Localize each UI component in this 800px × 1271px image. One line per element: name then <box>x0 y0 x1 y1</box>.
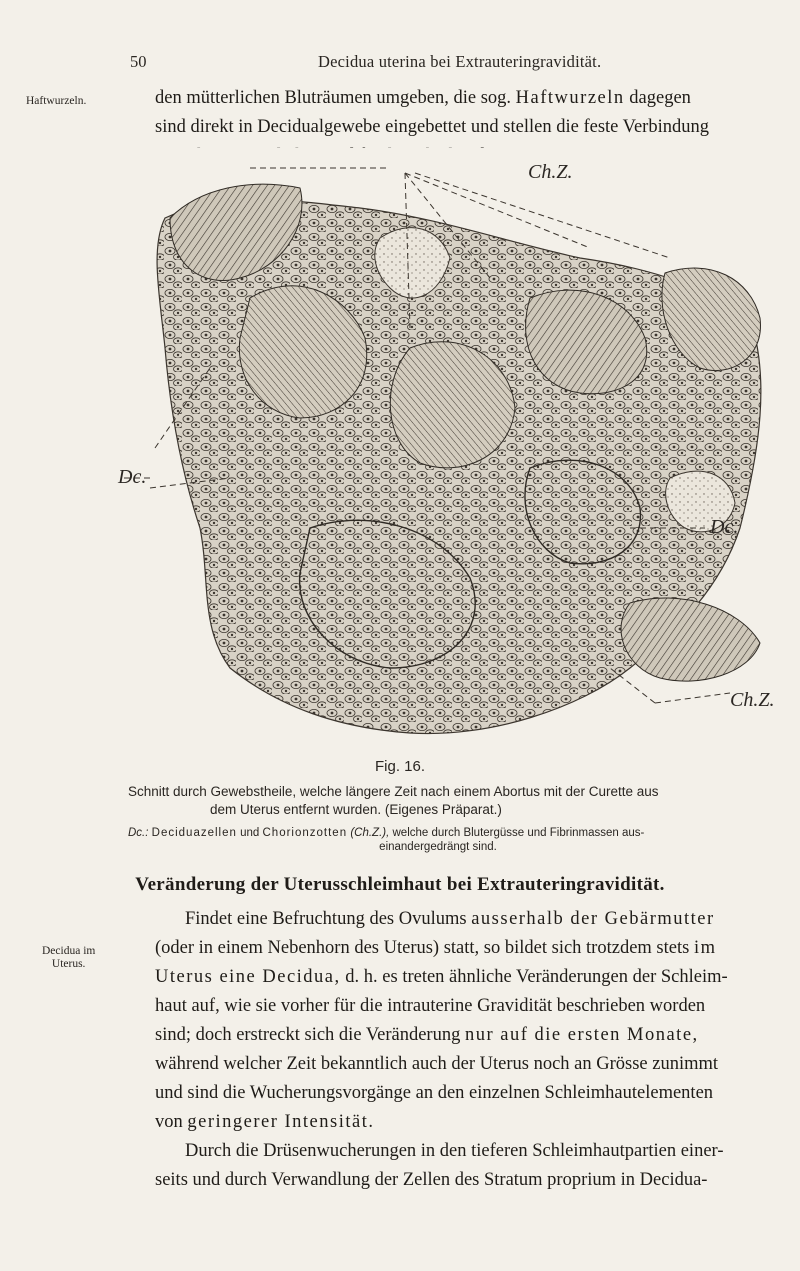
margin-note-decidua-im-uterus: Decidua im Uterus. <box>42 945 96 970</box>
body-line-6: während welcher Zeit bekanntlich auch der Uterus noch an Grösse zunimmt <box>155 1054 719 1074</box>
label-dc-left: Dc. <box>118 466 147 488</box>
legend-term-deciduazellen: Deciduazellen <box>151 827 237 839</box>
figure-caption-line-1: Schnitt durch Gewebstheile, welche längere Zeit nach einem Abortus mit der Curette aus <box>128 784 659 799</box>
body-line-4: haut auf, wie sie vorher für die intrauterine Gravidität beschrieben worden <box>155 996 706 1016</box>
figure-number: Fig. 16. <box>374 758 426 775</box>
running-title: Decidua uterina bei Extrauteringravidität. <box>318 52 602 71</box>
body-paragraph <box>155 905 767 1195</box>
label-chz-bottom: Ch.Z. <box>730 689 775 711</box>
body-line-2: (oder in einem Nebenhorn des Uterus) statt, so bildet sich trotzdem stets im <box>155 938 717 958</box>
figure-16-histology-illustration <box>110 148 778 748</box>
running-header <box>108 52 748 76</box>
legend-and: und <box>240 827 260 839</box>
figure-legend <box>128 826 788 854</box>
histology-engraving <box>110 148 778 748</box>
legend-term-chorionzotten: Chorionzotten <box>262 827 348 839</box>
legend-rest: welche durch Blutergüsse und Fibrinmassen aus- <box>392 827 645 839</box>
body-line-3: Uterus eine Decidua, d. h. es treten ähnliche Veränderungen der Schleim- <box>155 967 728 987</box>
intro-line-2: sind direkt in Decidualgewebe eingebettet und stellen die feste Verbindung <box>155 117 709 137</box>
page-number: 50 <box>130 52 147 71</box>
body-line-1: Findet eine Befruchtung des Ovulums ausserhalb der Gebärmutter <box>185 909 715 929</box>
legend-abbr-dc: Dc.: <box>128 827 149 839</box>
label-chz-top: Ch.Z. <box>528 161 573 183</box>
body-line-9: Durch die Drüsenwucherungen in den tieferen Schleimhautpartien einer- <box>185 1141 724 1161</box>
body-line-5: sind; doch erstreckt sich die Veränderung nur auf die ersten Monate, <box>155 1025 699 1045</box>
body-line-10: seits und durch Verwandlung der Zellen des Stratum proprium in Decidua- <box>155 1170 708 1190</box>
legend-abbr-chz: (Ch.Z.), <box>350 827 390 839</box>
body-line-8: von geringerer Intensität. <box>155 1112 375 1132</box>
figure-caption-line-2: dem Uterus entfernt wurden. (Eigenes Präparat.) <box>210 802 502 817</box>
intro-line-1: den mütterlichen Bluträumen umgeben, die sog. Haftwurzeln dagegen <box>155 88 691 108</box>
section-heading: Veränderung der Uterusschleimhaut bei Extrauteringravidität. <box>135 874 665 895</box>
legend-line-2: einandergedrängt sind. <box>379 841 497 853</box>
margin-note-haftwurzeln: Haftwurzeln. <box>26 95 87 107</box>
label-dc-right: Dc. <box>710 516 739 538</box>
body-line-7: und sind die Wucherungsvorgänge an den einzelnen Schleimhautelementen <box>155 1083 714 1103</box>
